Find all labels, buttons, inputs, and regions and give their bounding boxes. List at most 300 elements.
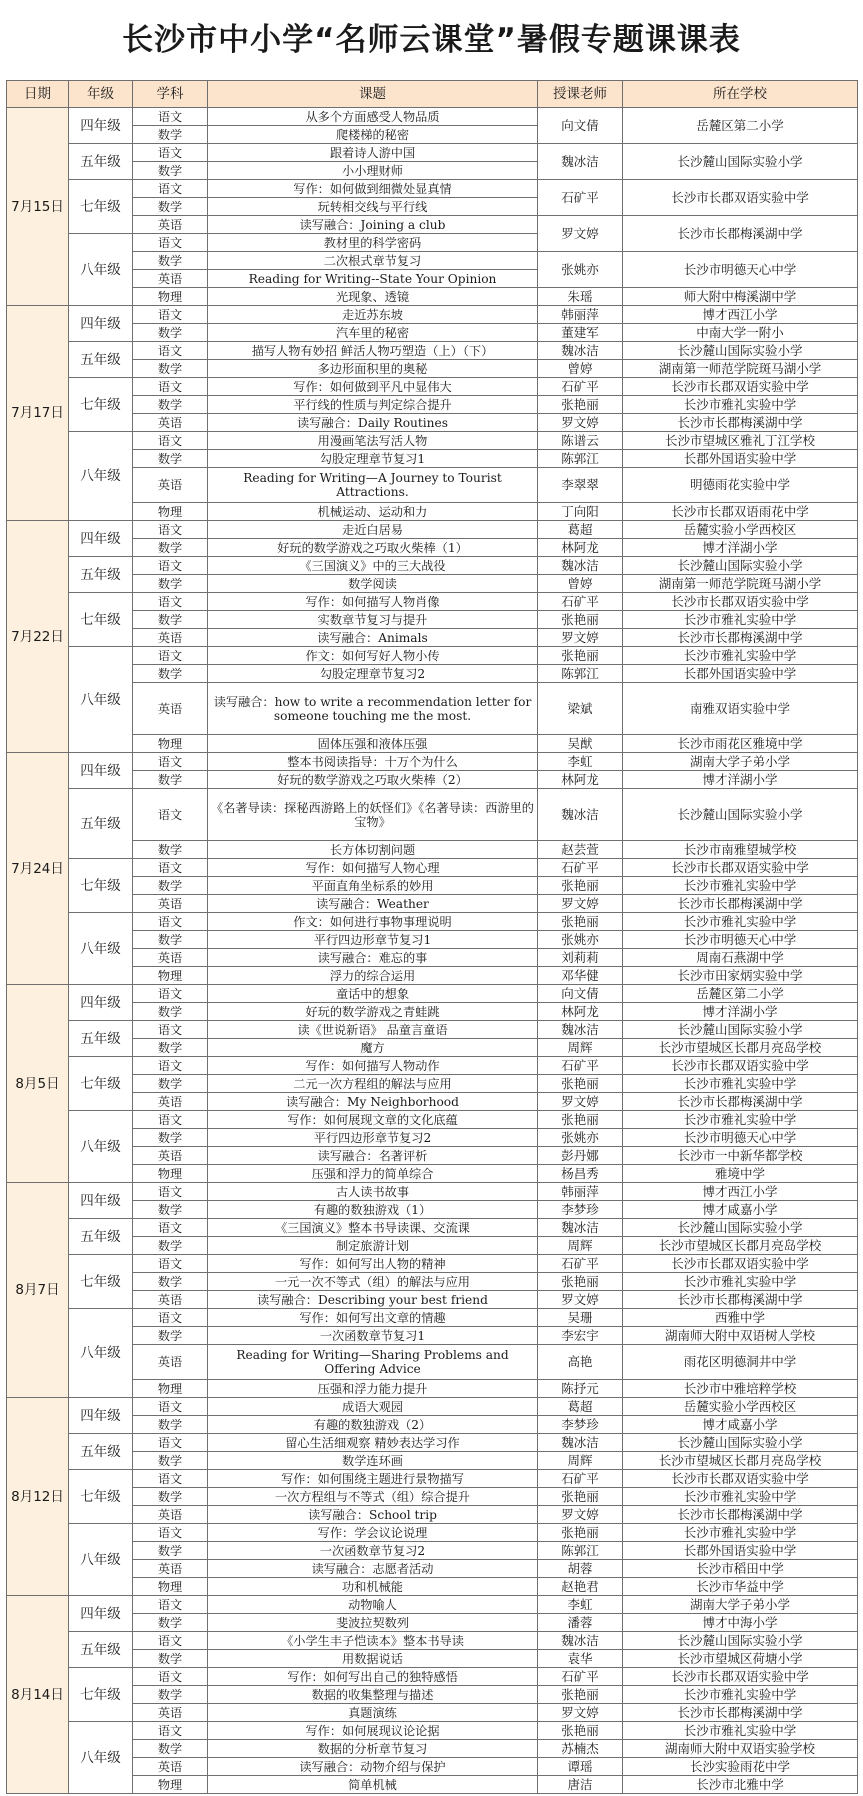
grade-cell: 五年级 (69, 1021, 133, 1057)
teacher-cell: 魏冰洁 (538, 1434, 623, 1452)
school-cell: 岳麓区第二小学 (623, 108, 858, 144)
school-cell: 长沙市雅礼实验中学 (623, 647, 858, 665)
school-cell: 长沙市长郡梅溪湖中学 (623, 1291, 858, 1309)
school-cell: 长沙市长郡双语实验中学 (623, 593, 858, 611)
teacher-cell: 张艳丽 (538, 396, 623, 414)
table-row (7, 1129, 858, 1147)
topic-cell: 写作：学会议论说理 (208, 1524, 538, 1542)
table-row (7, 1165, 858, 1183)
grade-cell: 七年级 (69, 1470, 133, 1524)
topic-cell: 写作：如何做到平凡中显伟大 (208, 378, 538, 396)
school-cell: 长沙市雅礼实验中学 (623, 1111, 858, 1129)
header-school: 所在学校 (623, 81, 858, 108)
teacher-cell: 罗文婷 (538, 1506, 623, 1524)
teacher-cell: 张艳丽 (538, 1722, 623, 1740)
subject-cell: 数学 (133, 1273, 208, 1291)
topic-cell: 实数章节复习与提升 (208, 611, 538, 629)
grade-cell: 五年级 (69, 144, 133, 180)
subject-cell: 英语 (133, 216, 208, 234)
school-cell: 博才中海小学 (623, 1614, 858, 1632)
school-cell: 长郡外国语实验中学 (623, 450, 858, 468)
grade-cell: 八年级 (69, 913, 133, 985)
table-row (7, 1470, 858, 1488)
school-cell: 岳麓区第二小学 (623, 985, 858, 1003)
table-row (7, 593, 858, 611)
school-cell: 长沙市长郡梅溪湖中学 (623, 1506, 858, 1524)
table-row (7, 144, 858, 162)
subject-cell: 数学 (133, 1129, 208, 1147)
teacher-cell: 张姚亦 (538, 931, 623, 949)
grade-cell: 四年级 (69, 1183, 133, 1219)
subject-cell: 数学 (133, 539, 208, 557)
topic-cell: 写作：如何描写人物心理 (208, 859, 538, 877)
table-row (7, 1722, 858, 1740)
subject-cell: 语文 (133, 593, 208, 611)
teacher-cell: 张艳丽 (538, 1111, 623, 1129)
topic-cell: 描写人物有妙招 鲜活人物巧塑造（上）（下） (208, 342, 538, 360)
topic-cell: 好玩的数学游戏之青蛙跳 (208, 1003, 538, 1021)
table-row (7, 1255, 858, 1273)
teacher-cell: 张艳丽 (538, 877, 623, 895)
teacher-cell: 唐洁 (538, 1776, 623, 1794)
table-row (7, 1452, 858, 1470)
subject-cell: 英语 (133, 949, 208, 967)
teacher-cell: 陈郭江 (538, 450, 623, 468)
subject-cell: 语文 (133, 753, 208, 771)
subject-cell: 数学 (133, 324, 208, 342)
school-cell: 长沙市雅礼实验中学 (623, 1075, 858, 1093)
grade-cell: 四年级 (69, 306, 133, 342)
table-row (7, 683, 858, 735)
grade-cell: 五年级 (69, 557, 133, 593)
subject-cell: 英语 (133, 1291, 208, 1309)
school-cell: 长沙市望城区长郡月亮岛学校 (623, 1039, 858, 1057)
topic-cell: 二元一次方程组的解法与应用 (208, 1075, 538, 1093)
table-row (7, 252, 858, 270)
school-cell: 湖南师大附中双语树人学校 (623, 1327, 858, 1345)
school-cell: 湖南大学子弟小学 (623, 1596, 858, 1614)
topic-cell: 勾股定理章节复习2 (208, 665, 538, 683)
school-cell: 长沙市明德天心中学 (623, 1129, 858, 1147)
subject-cell: 数学 (133, 1542, 208, 1560)
school-cell: 长沙市长郡梅溪湖中学 (623, 895, 858, 913)
grade-cell: 四年级 (69, 108, 133, 144)
table-row (7, 1614, 858, 1632)
school-cell: 博才西江小学 (623, 1183, 858, 1201)
subject-cell: 语文 (133, 1057, 208, 1075)
table-row (7, 895, 858, 913)
table-row (7, 1506, 858, 1524)
subject-cell: 语文 (133, 859, 208, 877)
grade-cell: 七年级 (69, 1255, 133, 1309)
topic-cell: 写作：如何展现议论论据 (208, 1722, 538, 1740)
table-row (7, 414, 858, 432)
grade-cell: 五年级 (69, 1632, 133, 1668)
topic-cell: 写作：如何展现文章的文化底蕴 (208, 1111, 538, 1129)
topic-cell: 读写融合：志愿者活动 (208, 1560, 538, 1578)
subject-cell: 语文 (133, 1722, 208, 1740)
topic-cell: 《三国演义》整本书导读课、交流课 (208, 1219, 538, 1237)
teacher-cell: 赵艳君 (538, 1578, 623, 1596)
teacher-cell: 张艳丽 (538, 1075, 623, 1093)
school-cell: 长沙麓山国际实验小学 (623, 789, 858, 841)
subject-cell: 语文 (133, 234, 208, 252)
table-row (7, 1327, 858, 1345)
table-row (7, 575, 858, 593)
topic-cell: 从多个方面感受人物品质 (208, 108, 538, 126)
subject-cell: 语文 (133, 342, 208, 360)
subject-cell: 英语 (133, 414, 208, 432)
subject-cell: 英语 (133, 1147, 208, 1165)
table-row (7, 450, 858, 468)
teacher-cell: 周辉 (538, 1237, 623, 1255)
teacher-cell: 石矿平 (538, 1255, 623, 1273)
school-cell: 长沙市稻田中学 (623, 1560, 858, 1578)
teacher-cell: 苏楠杰 (538, 1740, 623, 1758)
school-cell: 长沙市明德天心中学 (623, 931, 858, 949)
subject-cell: 物理 (133, 1578, 208, 1596)
grade-cell: 八年级 (69, 432, 133, 521)
subject-cell: 数学 (133, 1614, 208, 1632)
table-row (7, 108, 858, 126)
school-cell: 长沙市望城区荷塘小学 (623, 1650, 858, 1668)
table-row (7, 1596, 858, 1614)
school-cell: 长沙市北雅中学 (623, 1776, 858, 1794)
table-row (7, 859, 858, 877)
subject-cell: 数学 (133, 1201, 208, 1219)
school-cell: 博才咸嘉小学 (623, 1201, 858, 1219)
school-cell: 湖南师大附中双语实验学校 (623, 1740, 858, 1758)
school-cell: 雨花区明德洞井中学 (623, 1345, 858, 1380)
subject-cell: 语文 (133, 306, 208, 324)
school-cell: 西雅中学 (623, 1309, 858, 1327)
topic-cell: 用数据说话 (208, 1650, 538, 1668)
topic-cell: 写作：如何写出自己的独特感悟 (208, 1668, 538, 1686)
table-row (7, 1057, 858, 1075)
school-cell: 长沙市长郡双语实验中学 (623, 1255, 858, 1273)
table-row (7, 753, 858, 771)
schedule-body (7, 108, 858, 1794)
header-topic: 课题 (208, 81, 538, 108)
subject-cell: 语文 (133, 1111, 208, 1129)
teacher-cell: 魏冰洁 (538, 1021, 623, 1039)
school-cell: 周南石燕湖中学 (623, 949, 858, 967)
topic-cell: 写作：如何描写人物肖像 (208, 593, 538, 611)
topic-cell: 童话中的想象 (208, 985, 538, 1003)
table-row (7, 611, 858, 629)
school-cell: 博才西江小学 (623, 306, 858, 324)
table-row (7, 324, 858, 342)
teacher-cell: 石矿平 (538, 859, 623, 877)
topic-cell: 读写融合：动物介绍与保护 (208, 1758, 538, 1776)
teacher-cell: 魏冰洁 (538, 789, 623, 841)
topic-cell: 用漫画笔法写活人物 (208, 432, 538, 450)
table-row (7, 1632, 858, 1650)
grade-cell: 七年级 (69, 859, 133, 913)
teacher-cell: 袁华 (538, 1650, 623, 1668)
school-cell: 博才洋湖小学 (623, 1003, 858, 1021)
table-row (7, 1183, 858, 1201)
school-cell: 长沙市长郡梅溪湖中学 (623, 1704, 858, 1722)
topic-cell: 平面直角坐标系的妙用 (208, 877, 538, 895)
topic-cell: 读写融合：Weather (208, 895, 538, 913)
teacher-cell: 张艳丽 (538, 1488, 623, 1506)
table-row (7, 1021, 858, 1039)
table-row (7, 1578, 858, 1596)
table-row (7, 789, 858, 841)
table-row (7, 1524, 858, 1542)
school-cell: 长沙市长郡双语实验中学 (623, 1668, 858, 1686)
grade-cell: 八年级 (69, 1111, 133, 1183)
teacher-cell: 吴珊 (538, 1309, 623, 1327)
teacher-cell: 曾婷 (538, 575, 623, 593)
teacher-cell: 韩丽萍 (538, 1183, 623, 1201)
teacher-cell: 李翠翠 (538, 468, 623, 503)
table-row (7, 931, 858, 949)
subject-cell: 语文 (133, 1668, 208, 1686)
topic-cell: 平行线的性质与判定综合提升 (208, 396, 538, 414)
topic-cell: Reading for Writing—Sharing Problems and Offering Advice (208, 1345, 538, 1380)
table-row (7, 1237, 858, 1255)
subject-cell: 语文 (133, 913, 208, 931)
table-row (7, 1704, 858, 1722)
teacher-cell: 张姚亦 (538, 1129, 623, 1147)
school-cell: 长沙市雨花区雅境中学 (623, 735, 858, 753)
subject-cell: 数学 (133, 198, 208, 216)
topic-cell: 留心生活细观察 精妙表达学习作 (208, 1434, 538, 1452)
table-row (7, 647, 858, 665)
school-cell: 长沙市雅礼实验中学 (623, 1524, 858, 1542)
subject-cell: 数学 (133, 665, 208, 683)
subject-cell: 语文 (133, 1434, 208, 1452)
table-row (7, 1201, 858, 1219)
subject-cell: 英语 (133, 1345, 208, 1380)
subject-cell: 语文 (133, 647, 208, 665)
subject-cell: 英语 (133, 683, 208, 735)
table-row (7, 1434, 858, 1452)
table-row (7, 1560, 858, 1578)
teacher-cell: 张艳丽 (538, 1686, 623, 1704)
header-teacher: 授课老师 (538, 81, 623, 108)
topic-cell: 小小理财师 (208, 162, 538, 180)
subject-cell: 物理 (133, 735, 208, 753)
subject-cell: 数学 (133, 1650, 208, 1668)
topic-cell: 多边形面积里的奥秘 (208, 360, 538, 378)
topic-cell: 《三国演义》中的三大战役 (208, 557, 538, 575)
topic-cell: 读写融合：Describing your best friend (208, 1291, 538, 1309)
grade-cell: 四年级 (69, 753, 133, 789)
teacher-cell: 罗文婷 (538, 629, 623, 647)
schedule-table (6, 80, 858, 1794)
topic-cell: 读《世说新语》 品童言童语 (208, 1021, 538, 1039)
teacher-cell: 朱瑶 (538, 288, 623, 306)
school-cell: 长郡外国语实验中学 (623, 1542, 858, 1560)
subject-cell: 数学 (133, 1003, 208, 1021)
subject-cell: 英语 (133, 468, 208, 503)
grade-cell: 五年级 (69, 342, 133, 378)
header-date: 日期 (7, 81, 69, 108)
date-cell: 8月7日 (7, 1183, 69, 1398)
table-row (7, 216, 858, 234)
page-title: 长沙市中小学“名师云课堂”暑假专题课课表 (122, 22, 741, 58)
date-cell: 7月15日 (7, 108, 69, 306)
teacher-cell: 林阿龙 (538, 1003, 623, 1021)
subject-cell: 物理 (133, 1165, 208, 1183)
table-row (7, 521, 858, 539)
date-cell: 7月17日 (7, 306, 69, 521)
grade-cell: 八年级 (69, 1722, 133, 1794)
school-cell: 岳麓实验小学西校区 (623, 521, 858, 539)
table-row (7, 1398, 858, 1416)
table-row (7, 913, 858, 931)
topic-cell: 长方体切割问题 (208, 841, 538, 859)
table-row (7, 1291, 858, 1309)
table-row (7, 1488, 858, 1506)
topic-cell: 魔方 (208, 1039, 538, 1057)
school-cell: 长沙麓山国际实验小学 (623, 1021, 858, 1039)
teacher-cell: 石矿平 (538, 378, 623, 396)
teacher-cell: 魏冰洁 (538, 342, 623, 360)
school-cell: 博才洋湖小学 (623, 539, 858, 557)
table-row (7, 1093, 858, 1111)
topic-cell: 读写融合：My Neighborhood (208, 1093, 538, 1111)
topic-cell: 斐波拉契数列 (208, 1614, 538, 1632)
grade-cell: 四年级 (69, 1398, 133, 1434)
subject-cell: 语文 (133, 985, 208, 1003)
table-row (7, 1309, 858, 1327)
school-cell: 长沙市雅礼实验中学 (623, 611, 858, 629)
school-cell: 博才洋湖小学 (623, 771, 858, 789)
subject-cell: 语文 (133, 1021, 208, 1039)
topic-cell: 功和机械能 (208, 1578, 538, 1596)
topic-cell: 勾股定理章节复习1 (208, 450, 538, 468)
school-cell: 湖南大学子弟小学 (623, 753, 858, 771)
topic-cell: 教材里的科学密码 (208, 234, 538, 252)
teacher-cell: 丁向阳 (538, 503, 623, 521)
table-row (7, 503, 858, 521)
teacher-cell: 石矿平 (538, 1057, 623, 1075)
topic-cell: 数据的收集整理与描述 (208, 1686, 538, 1704)
subject-cell: 英语 (133, 1093, 208, 1111)
subject-cell: 数学 (133, 126, 208, 144)
table-row (7, 1273, 858, 1291)
date-cell: 8月12日 (7, 1398, 69, 1596)
teacher-cell: 李宏宇 (538, 1327, 623, 1345)
table-row (7, 539, 858, 557)
topic-cell: 数据的分析章节复习 (208, 1740, 538, 1758)
subject-cell: 语文 (133, 432, 208, 450)
teacher-cell: 李梦珍 (538, 1201, 623, 1219)
school-cell: 长沙市长郡双语雨花中学 (623, 503, 858, 521)
school-cell: 长沙市长郡梅溪湖中学 (623, 216, 858, 252)
table-row (7, 1147, 858, 1165)
teacher-cell: 罗文婷 (538, 1704, 623, 1722)
subject-cell: 数学 (133, 575, 208, 593)
grade-cell: 八年级 (69, 234, 133, 306)
table-row (7, 1075, 858, 1093)
teacher-cell: 魏冰洁 (538, 557, 623, 575)
subject-cell: 语文 (133, 789, 208, 841)
subject-cell: 语文 (133, 1470, 208, 1488)
teacher-cell: 葛超 (538, 1398, 623, 1416)
table-row (7, 396, 858, 414)
subject-cell: 语文 (133, 180, 208, 198)
table-row (7, 735, 858, 753)
topic-cell: 光现象、透镜 (208, 288, 538, 306)
teacher-cell: 李梦珍 (538, 1416, 623, 1434)
grade-cell: 五年级 (69, 1434, 133, 1470)
table-row (7, 1668, 858, 1686)
school-cell: 长沙市长郡双语实验中学 (623, 859, 858, 877)
topic-cell: 跟着诗人游中国 (208, 144, 538, 162)
topic-cell: 整本书阅读指导：十万个为什么 (208, 753, 538, 771)
topic-cell: 成语大观园 (208, 1398, 538, 1416)
table-row (7, 342, 858, 360)
topic-cell: 读写融合：Joining a club (208, 216, 538, 234)
table-row (7, 180, 858, 198)
topic-cell: 一次函数章节复习1 (208, 1327, 538, 1345)
topic-cell: 浮力的综合运用 (208, 967, 538, 985)
teacher-cell: 罗文婷 (538, 1291, 623, 1309)
topic-cell: 动物喻人 (208, 1596, 538, 1614)
subject-cell: 数学 (133, 162, 208, 180)
school-cell: 长沙麓山国际实验小学 (623, 342, 858, 360)
school-cell: 南雅双语实验中学 (623, 683, 858, 735)
school-cell: 岳麓实验小学西校区 (623, 1398, 858, 1416)
teacher-cell: 张艳丽 (538, 647, 623, 665)
table-row (7, 1003, 858, 1021)
subject-cell: 语文 (133, 1183, 208, 1201)
teacher-cell: 邓华健 (538, 967, 623, 985)
grade-cell: 八年级 (69, 1309, 133, 1398)
teacher-cell: 石矿平 (538, 1470, 623, 1488)
table-row (7, 985, 858, 1003)
subject-cell: 数学 (133, 1075, 208, 1093)
table-row (7, 877, 858, 895)
teacher-cell: 陈郭江 (538, 1542, 623, 1560)
topic-cell: 读写融合：难忘的事 (208, 949, 538, 967)
teacher-cell: 罗文婷 (538, 1093, 623, 1111)
subject-cell: 数学 (133, 1740, 208, 1758)
table-row (7, 629, 858, 647)
topic-cell: 简单机械 (208, 1776, 538, 1794)
topic-cell: 写作：如何写出文章的情趣 (208, 1309, 538, 1327)
school-cell: 师大附中梅溪湖中学 (623, 288, 858, 306)
table-row (7, 967, 858, 985)
subject-cell: 数学 (133, 1488, 208, 1506)
topic-cell: 有趣的数独游戏（1） (208, 1201, 538, 1219)
header-grade: 年级 (69, 81, 133, 108)
grade-cell: 八年级 (69, 647, 133, 753)
teacher-cell: 石矿平 (538, 593, 623, 611)
subject-cell: 语文 (133, 1632, 208, 1650)
table-row (7, 378, 858, 396)
school-cell: 长沙市长郡双语实验中学 (623, 378, 858, 396)
teacher-cell: 潘蓉 (538, 1614, 623, 1632)
topic-cell: 制定旅游计划 (208, 1237, 538, 1255)
school-cell: 长沙麓山国际实验小学 (623, 557, 858, 575)
topic-cell: 数学连环画 (208, 1452, 538, 1470)
teacher-cell: 石矿平 (538, 1668, 623, 1686)
date-cell: 7月24日 (7, 753, 69, 985)
subject-cell: 语文 (133, 144, 208, 162)
subject-cell: 语文 (133, 1255, 208, 1273)
subject-cell: 数学 (133, 360, 208, 378)
teacher-cell: 周辉 (538, 1452, 623, 1470)
school-cell: 长郡外国语实验中学 (623, 665, 858, 683)
teacher-cell: 张艳丽 (538, 611, 623, 629)
school-cell: 长沙麓山国际实验小学 (623, 1434, 858, 1452)
